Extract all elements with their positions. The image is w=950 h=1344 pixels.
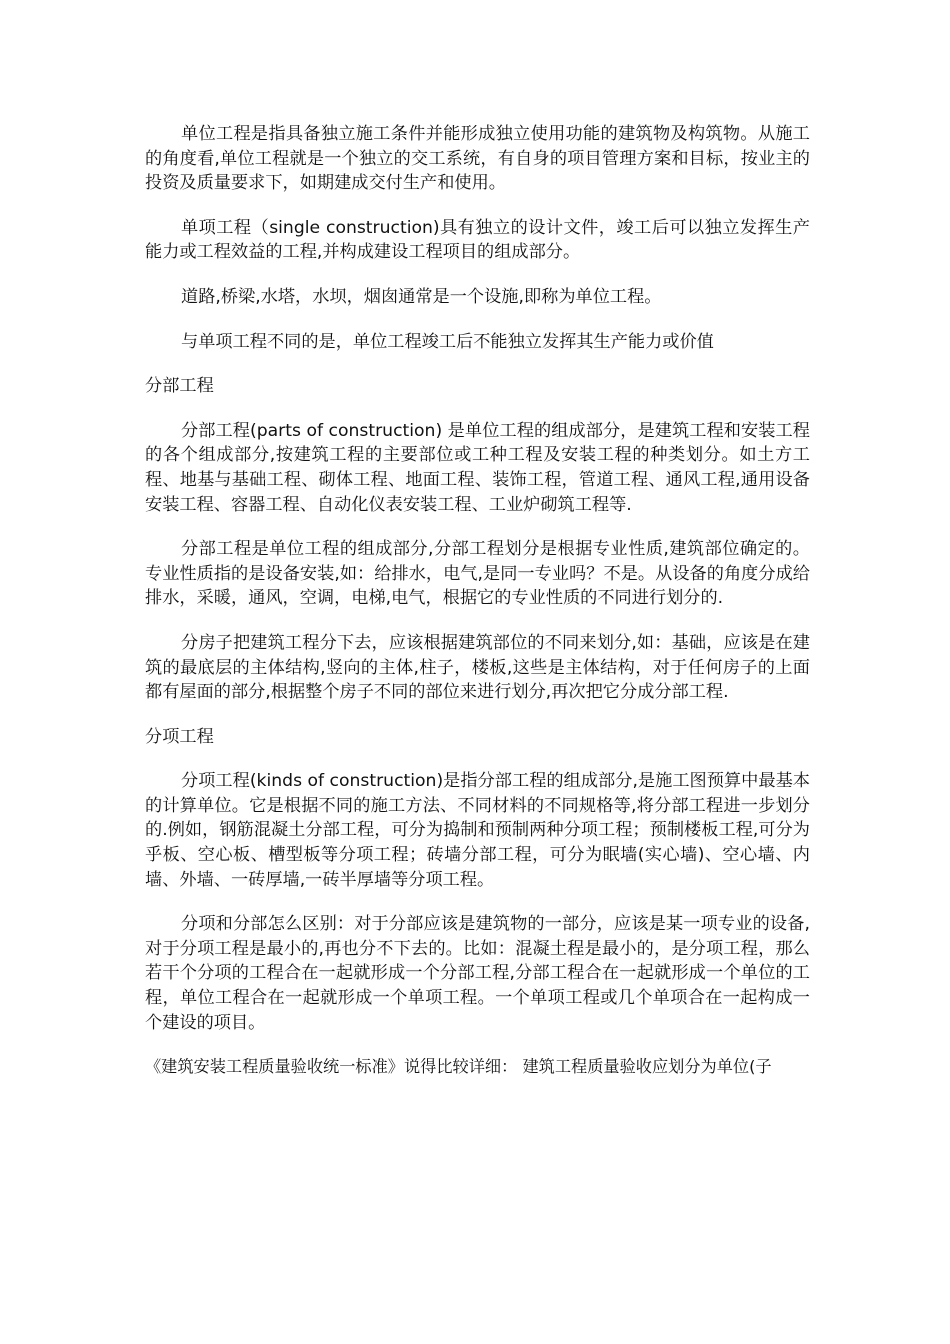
paragraph-difference: 与单项工程不同的是，单位工程竣工后不能独立发挥其生产能力或价值 bbox=[181, 331, 714, 352]
document-page bbox=[145, 122, 810, 1080]
paragraph-building-parts: 分房子把建筑工程分下去，应该根据建筑部位的不同来划分,如：基础，应该是在建筑的最底层的主体结构,竖向的主体,柱子，楼板,这些是主体结构，对于任何房子的上面都有屋面的部分,根据整个房子不同的部位来进行划分,再次把它分成分部工程. bbox=[145, 632, 810, 703]
paragraph-divisional-division: 分部工程是单位工程的组成部分,分部工程划分是根据专业性质,建筑部位确定的。专业性质指的是设备安装,如：给排水，电气,是同一专业吗？不是。从设备的角度分成给排水，采暖，通风，空调，电梯,电气，根据它的专业性质的不同进行划分的. bbox=[145, 539, 810, 609]
heading-subitem-work: 分项工程 bbox=[145, 726, 214, 747]
paragraph-single-construction: 单项工程（single construction)具有独立的设计文件，竣工后可以独立发挥生产能力或工程效益的工程,并构成建设工程项目的组成部分。 bbox=[145, 217, 810, 263]
paragraph-subitem-vs-division: 分项和分部怎么区别：对于分部应该是建筑物的一部分，应该是某一项专业的设备,对于分项工程是最小的,再也分不下去的。比如：混凝土程是最小的，是分项工程，那么若干个分项的工程合在一起就形成一个分部工程,分部工程合在一起就形成一个单位的工程，单位工程合在一起就形成一个单项工程。一个单项工程或几个单项合在一起构成一个建设的项目。 bbox=[145, 914, 810, 1033]
heading-divisional-work: 分部工程 bbox=[145, 376, 214, 397]
paragraph-kinds-of-construction: 分项工程(kinds of construction)是指分部工程的组成部分,是施工图预算中最基本的计算单位。它是根据不同的施工方法、不同材料的不同规格等,将分部工程进一步划分的.例如，钢筋混凝土分部工程，可分为捣制和预制两种分项工程；预制楼板工程,可分为乎板、空心板、槽型板等分项工程；砖墙分部工程，可分为眠墙(实心墙)、空心墙、内墙、外墙、一砖厚墙,一砖半厚墙等分项工程。 bbox=[145, 771, 810, 890]
paragraph-unit-project: 单位工程是指具备独立施工条件并能形成独立使用功能的建筑物及构筑物。从施工的角度看,单位工程就是一个独立的交工系统，有自身的项目管理方案和目标，按业主的投资及质量要求下，如期建成交付生产和使用。 bbox=[145, 124, 810, 194]
standard-reference-line: 《建筑安装工程质量验收统一标准》说得比较详细： 建筑工程质量验收应划分为单位(子 bbox=[145, 1057, 772, 1077]
paragraph-parts-of-construction: 分部工程(parts of construction) 是单位工程的组成部分，是建筑工程和安装工程的各个组成部分,按建筑工程的主要部位或工种工程及安装工程的种类划分。如土方工程、地基与基础工程、砌体工程、地面工程、装饰工程，管道工程、通风工程,通用设备安装工程、容器工程、自动化仪表安装工程、工业炉砌筑工程等. bbox=[145, 420, 810, 515]
paragraph-facility-examples: 道路,桥梁,水塔，水坝，烟囱通常是一个设施,即称为单位工程。 bbox=[181, 286, 662, 307]
